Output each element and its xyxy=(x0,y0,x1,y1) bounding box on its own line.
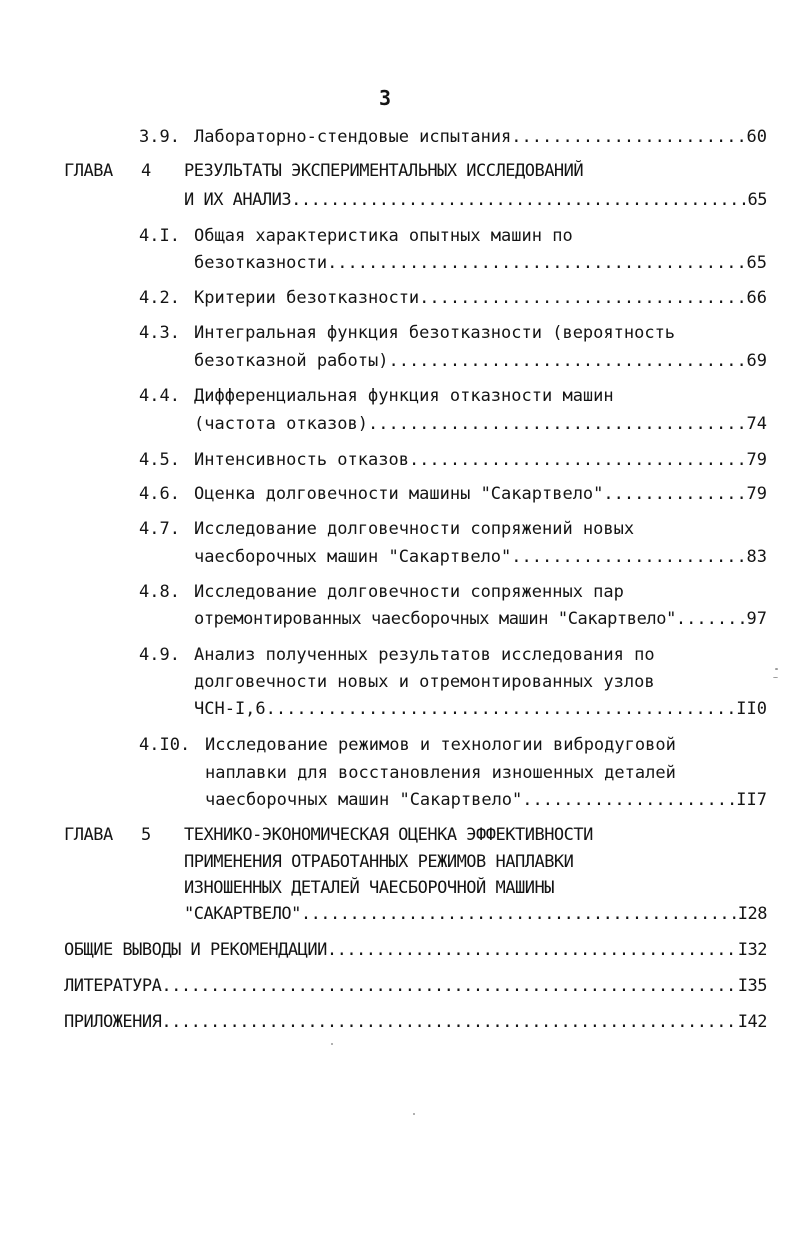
chapter-label: ГЛАВА xyxy=(64,825,113,845)
leader-dots xyxy=(522,789,736,811)
chapter-label: ГЛАВА xyxy=(64,161,113,181)
toc-entry-4-2[interactable] xyxy=(194,287,767,309)
toc-entry-number: 4.5. xyxy=(139,450,180,470)
leader-dots xyxy=(327,252,746,274)
toc-page-ref: 83 xyxy=(746,547,767,567)
toc-page-ref: 74 xyxy=(746,414,767,434)
toc-entry-4-9[interactable] xyxy=(194,698,767,720)
toc-entry-title: Интенсивность отказов xyxy=(194,450,409,470)
toc-entry-title: Анализ полученных результатов исследования по xyxy=(194,645,655,665)
toc-page-ref: II0 xyxy=(736,699,767,719)
chapter-number: 4 xyxy=(141,161,152,181)
toc-entry-number: 3.9. xyxy=(139,127,180,147)
leader-dots xyxy=(161,1011,737,1033)
chapter-title-line: ИЗНОШЕННЫХ ДЕТАЛЕЙ ЧАЕСБОРОЧНОЙ МАШИНЫ xyxy=(184,878,554,898)
leader-dots xyxy=(368,413,747,435)
toc-page-ref: 60 xyxy=(746,127,767,147)
section-title: ЛИТЕРАТУРА xyxy=(64,976,162,996)
toc-entry-title: долговечности новых и отремонтированных узлов xyxy=(194,672,655,692)
leader-dots xyxy=(291,189,747,211)
toc-page-ref: 66 xyxy=(746,288,767,308)
toc-page-ref: 69 xyxy=(746,351,767,371)
toc-page-ref: 79 xyxy=(746,450,767,470)
chapter-title-line: И ИХ АНАЛИЗ xyxy=(184,190,292,210)
toc-page-ref: 79 xyxy=(746,484,767,504)
toc-entry-4-7[interactable] xyxy=(194,546,767,568)
chapter-title-line: РЕЗУЛЬТАТЫ ЭКСПЕРИМЕНТАЛЬНЫХ ИССЛЕДОВАНИЙ xyxy=(184,161,584,181)
toc-entry-title: Интегральная функция безотказности (вероятность xyxy=(194,323,676,343)
toc-entry-title: Общая характеристика опытных машин по xyxy=(194,226,573,246)
toc-page-ref: I32 xyxy=(737,940,767,960)
scan-speck xyxy=(775,668,778,670)
toc-entry-number: 4.3. xyxy=(139,323,180,343)
toc-entry-number: 4.2. xyxy=(139,288,180,308)
chapter-title-line: ТЕХНИКО-ЭКОНОМИЧЕСКАЯ ОЦЕНКА ЭФФЕКТИВНОСТИ xyxy=(184,825,593,845)
page-number: 3 xyxy=(379,86,392,110)
leader-dots xyxy=(409,449,747,471)
toc-entry-4-3[interactable] xyxy=(194,350,767,372)
toc-entry-4-4[interactable] xyxy=(194,413,767,435)
toc-entry-title: Исследование долговечности сопряженных пар xyxy=(194,582,624,602)
toc-literature[interactable] xyxy=(64,975,767,997)
toc-entry-title: отремонтированных чаесборочных машин "Сакартвело" xyxy=(194,609,676,629)
leader-dots xyxy=(511,546,746,568)
toc-entry-title: Лабораторно-стендовые испытания xyxy=(194,127,512,147)
scan-speck xyxy=(331,1043,333,1045)
toc-entry-title: Оценка долговечности машины "Сакартвело" xyxy=(194,484,604,504)
section-title: ОБЩИЕ ВЫВОДЫ И РЕКОМЕНДАЦИИ xyxy=(64,940,327,960)
chapter-number: 5 xyxy=(141,825,152,845)
section-title: ПРИЛОЖЕНИЯ xyxy=(64,1012,162,1032)
toc-entry-4-10[interactable] xyxy=(205,789,767,811)
toc-entry-number: 4.9. xyxy=(139,645,180,665)
toc-page-ref: I35 xyxy=(737,976,767,996)
toc-entry-title: Дифференциальная функция отказности машин xyxy=(194,386,614,406)
toc-entry-number: 4.I. xyxy=(139,226,180,246)
toc-entry-title: (частота отказов) xyxy=(194,414,368,434)
toc-entry-title: безотказной работы) xyxy=(194,351,389,371)
toc-entry-4-8[interactable] xyxy=(194,608,767,630)
toc-entry-number: 4.6. xyxy=(139,484,180,504)
toc-chapter-4[interactable] xyxy=(184,189,767,211)
toc-entry-number: 4.8. xyxy=(139,582,180,602)
toc-entry-title: Исследование режимов и технологии вибродуговой xyxy=(205,735,676,755)
toc-appendices[interactable] xyxy=(64,1011,767,1033)
toc-page-ref: 65 xyxy=(746,253,767,273)
leader-dots xyxy=(676,608,747,630)
leader-dots xyxy=(301,903,738,925)
toc-page-ref: 65 xyxy=(747,190,767,210)
leader-dots xyxy=(511,126,746,148)
toc-entry-title: Исследование долговечности сопряжений новых xyxy=(194,519,635,539)
toc-page-ref: I28 xyxy=(737,904,767,924)
toc-entry-number: 4.4. xyxy=(139,386,180,406)
toc-page-ref: II7 xyxy=(736,790,767,810)
toc-entry-title: ЧСН-I,6 xyxy=(194,699,266,719)
toc-chapter-5[interactable] xyxy=(184,903,767,925)
chapter-title-line: "САКАРТВЕЛО" xyxy=(184,904,301,924)
leader-dots xyxy=(161,975,737,997)
leader-dots xyxy=(388,350,746,372)
toc-entry-4-6[interactable] xyxy=(194,483,767,505)
leader-dots xyxy=(419,287,746,309)
toc-entry-title: безотказности xyxy=(194,253,328,273)
toc-entry-4-5[interactable] xyxy=(194,449,767,471)
toc-entry-number: 4.7. xyxy=(139,519,180,539)
toc-entry-title: Критерии безотказности xyxy=(194,288,420,308)
toc-conclusions[interactable] xyxy=(64,939,767,961)
toc-entry-number: 4.I0. xyxy=(139,735,191,755)
leader-dots xyxy=(603,483,746,505)
toc-entry-4-1[interactable] xyxy=(194,252,767,274)
leader-dots xyxy=(266,698,737,720)
leader-dots xyxy=(327,939,738,961)
toc-page-ref: 97 xyxy=(746,609,767,629)
scan-speck xyxy=(773,677,778,678)
scan-speck xyxy=(413,1113,415,1115)
toc-entry-3-9[interactable] xyxy=(194,126,767,148)
toc-entry-title: чаесборочных машин "Сакартвело" xyxy=(194,547,512,567)
toc-entry-title: чаесборочных машин "Сакартвело" xyxy=(205,790,523,810)
chapter-title-line: ПРИМЕНЕНИЯ ОТРАБОТАННЫХ РЕЖИМОВ НАПЛАВКИ xyxy=(184,852,574,872)
toc-page-ref: I42 xyxy=(737,1012,767,1032)
toc-entry-title: наплавки для восстановления изношенных деталей xyxy=(205,763,676,783)
